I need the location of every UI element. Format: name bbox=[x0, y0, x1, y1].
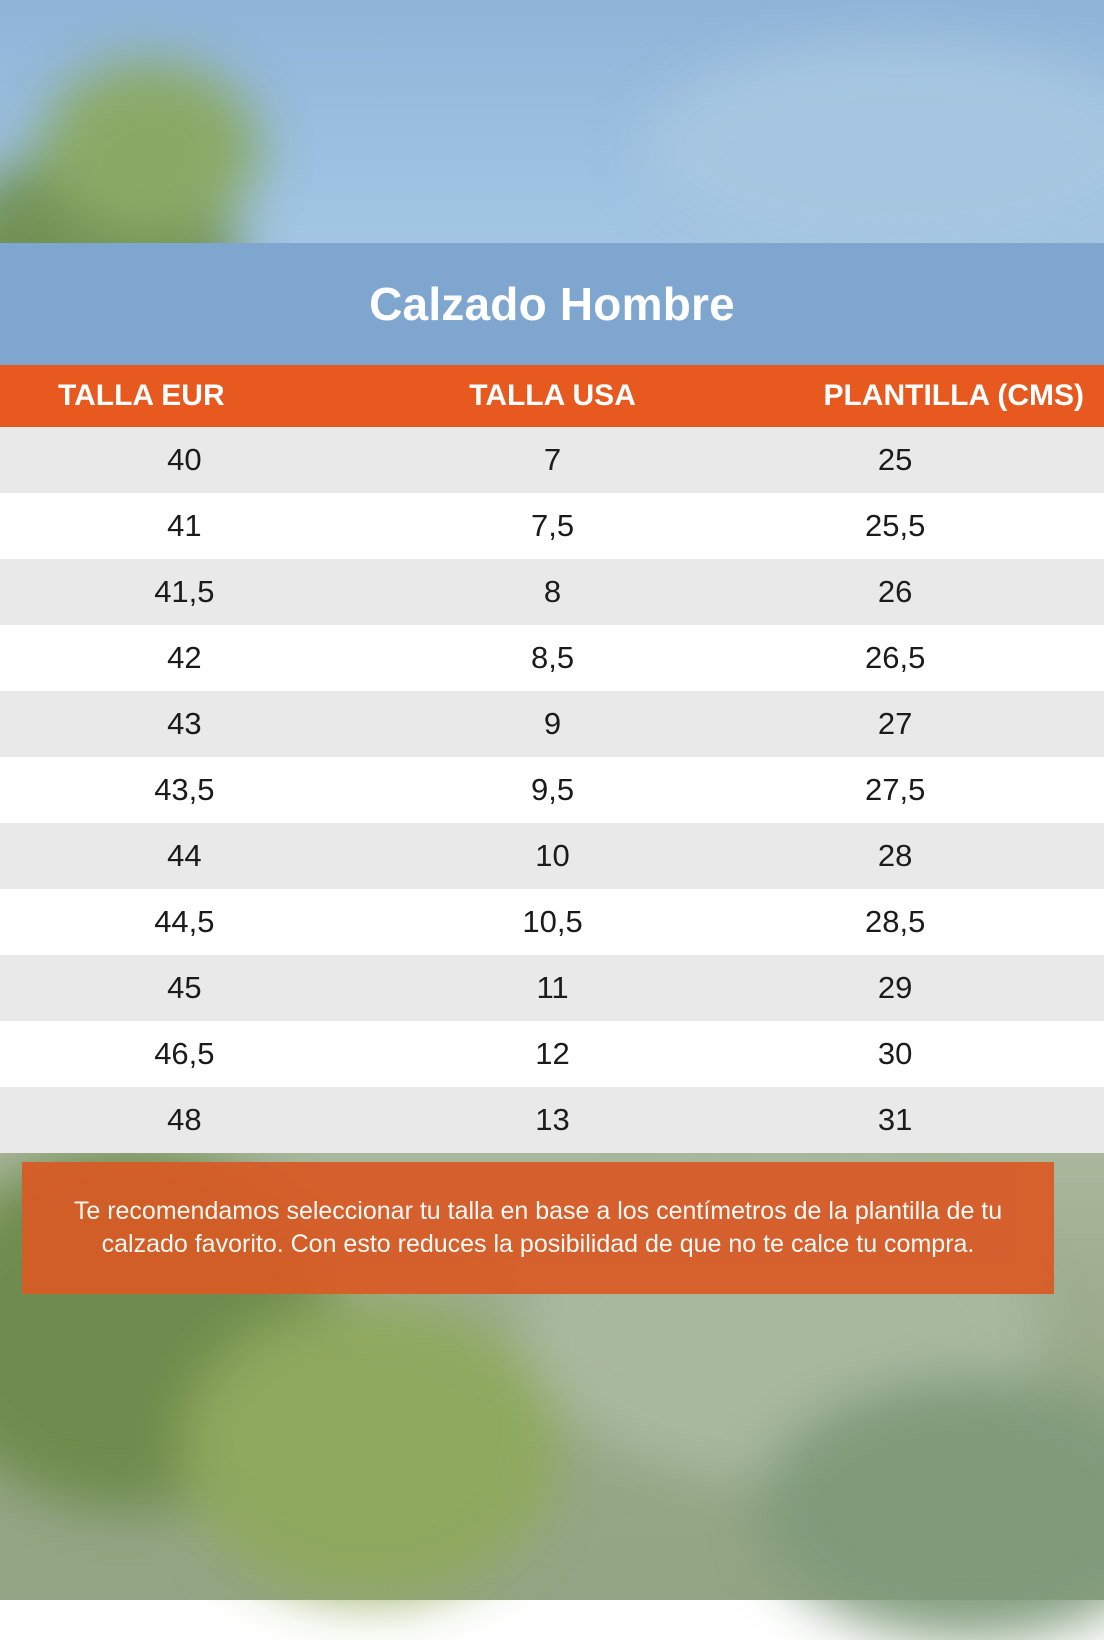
cell-talla-eur: 42 bbox=[167, 640, 202, 675]
table-row bbox=[0, 493, 1104, 559]
cell-talla-eur: 43,5 bbox=[154, 772, 215, 807]
cell-plantilla-cms: 28,5 bbox=[865, 904, 926, 939]
cell-talla-eur: 41,5 bbox=[154, 574, 215, 609]
cell-talla-usa: 9 bbox=[543, 706, 562, 741]
size-chart-card bbox=[0, 243, 1104, 1153]
foliage-blob bbox=[180, 1300, 560, 1600]
column-header-talla-usa: TALLA USA bbox=[469, 379, 636, 412]
table-row bbox=[0, 1021, 1104, 1087]
cell-plantilla-cms: 26,5 bbox=[865, 640, 926, 675]
table-row bbox=[0, 427, 1104, 493]
recommendation-banner bbox=[22, 1162, 1054, 1294]
cell-plantilla-cms: 29 bbox=[877, 970, 913, 1005]
cell-talla-eur: 46,5 bbox=[154, 1036, 215, 1071]
table-header-row bbox=[0, 365, 1104, 427]
cell-plantilla-cms: 26 bbox=[877, 574, 913, 609]
cell-talla-eur: 44 bbox=[167, 838, 202, 873]
cell-plantilla-cms: 30 bbox=[877, 1036, 913, 1071]
chart-title-bar bbox=[0, 243, 1104, 365]
cell-talla-eur: 41 bbox=[167, 508, 202, 543]
table-row bbox=[0, 559, 1104, 625]
note-container bbox=[0, 1140, 1104, 1340]
cell-plantilla-cms: 27 bbox=[877, 706, 913, 741]
cell-talla-usa: 12 bbox=[535, 1036, 570, 1071]
foliage-blob bbox=[40, 60, 260, 240]
cell-talla-usa: 10,5 bbox=[522, 904, 583, 939]
cell-talla-usa: 11 bbox=[536, 970, 569, 1005]
cell-plantilla-cms: 25,5 bbox=[865, 508, 926, 543]
cell-talla-usa: 7 bbox=[543, 442, 562, 477]
cell-talla-usa: 9,5 bbox=[530, 772, 575, 807]
column-header-talla-eur: TALLA EUR bbox=[58, 379, 225, 412]
cell-talla-usa: 8 bbox=[543, 574, 562, 609]
sky-blob bbox=[640, 40, 1104, 260]
cell-plantilla-cms: 27,5 bbox=[865, 772, 926, 807]
cell-talla-usa: 8,5 bbox=[530, 640, 575, 675]
table-body bbox=[0, 427, 1104, 1153]
cell-talla-eur: 43 bbox=[167, 706, 202, 741]
cell-plantilla-cms: 31 bbox=[877, 1102, 913, 1137]
recommendation-text: Te recomendamos seleccionar tu talla en base a los centímetros de la plantilla de tu calzado favorito. Con esto reduces la posibilidad de que no te calce tu compra. bbox=[73, 1197, 1003, 1258]
cell-talla-eur: 48 bbox=[167, 1102, 202, 1137]
table-row bbox=[0, 955, 1104, 1021]
table-row bbox=[0, 757, 1104, 823]
table-row bbox=[0, 625, 1104, 691]
cell-talla-usa: 10 bbox=[535, 838, 570, 873]
cell-talla-eur: 40 bbox=[167, 442, 202, 477]
cell-talla-usa: 7,5 bbox=[530, 508, 575, 543]
cell-plantilla-cms: 28 bbox=[877, 838, 913, 873]
page-title: Calzado Hombre bbox=[369, 278, 735, 330]
cell-talla-eur: 45 bbox=[167, 970, 202, 1005]
cell-talla-eur: 44,5 bbox=[154, 904, 215, 939]
column-header-plantilla-cms: PLANTILLA (CMS) bbox=[823, 379, 1084, 412]
table-row bbox=[0, 691, 1104, 757]
cell-plantilla-cms: 25 bbox=[877, 442, 913, 477]
table-row bbox=[0, 889, 1104, 955]
table-row bbox=[0, 823, 1104, 889]
cell-talla-usa: 13 bbox=[535, 1102, 570, 1137]
